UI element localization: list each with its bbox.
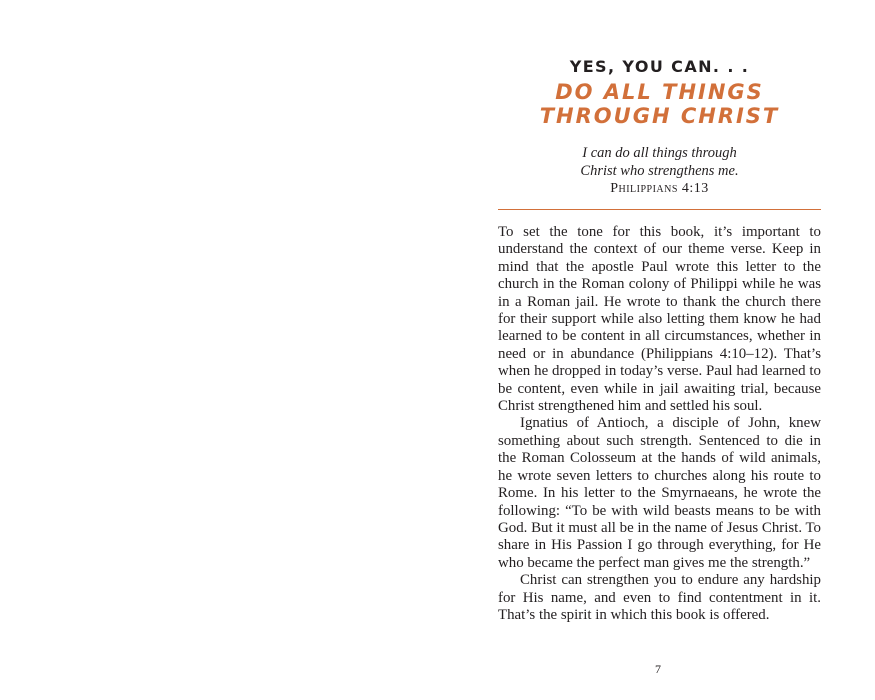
divider-rule: [498, 209, 821, 210]
epigraph-reference: Philippians 4:13: [610, 181, 709, 196]
chapter-title: [498, 80, 821, 128]
chapter-title-line-1: DO ALL THINGS: [555, 80, 764, 104]
body-paragraph-3: Christ can strengthen you to endure any hardship for His name, and even to find contentment in it. That’s the spirit in which this book is offered.: [498, 572, 821, 623]
chapter-kicker: YES, YOU CAN. . .: [569, 57, 750, 76]
chapter-title-line-2: THROUGH CHRIST: [539, 104, 780, 128]
body-paragraph-2: Ignatius of Antioch, a disciple of John, knew something about such strength. Sentenced to die in the Roman Colosseum at the hands of wild animals, he wrote seven letters to churches along his route to Rome. In his letter to the Smyrnaeans, he wrote the following: “To be with wild beasts means to be with God. But it must all be in the name of Jesus Christ. To share in His Passion I go through everything, for He who became the perfect man gives me the strength.”: [498, 415, 821, 571]
page-number: 7: [655, 662, 661, 676]
body-paragraph-1: To set the tone for this book, it’s important to understand the context of our theme verse. Keep in mind that the apostle Paul wrote this letter to the church in the Roman colony of Philippi while he was in a Roman jail. He wrote to thank the church there for their support while also letting them know he had learned to be content in all circumstances, whether in need or in abundance (Philippians 4:10–12). That’s when he dropped in today’s verse. Paul had learned to be content, even while in jail awaiting trial, because Christ strengthened him and settled his soul.: [498, 224, 821, 415]
epigraph-verse-line-2: Christ who strengthens me.: [580, 163, 739, 179]
text-column: [498, 58, 821, 624]
epigraph: [498, 144, 821, 198]
epigraph-verse-line-1: I can do all things through: [582, 145, 737, 161]
body-text: [498, 224, 821, 624]
